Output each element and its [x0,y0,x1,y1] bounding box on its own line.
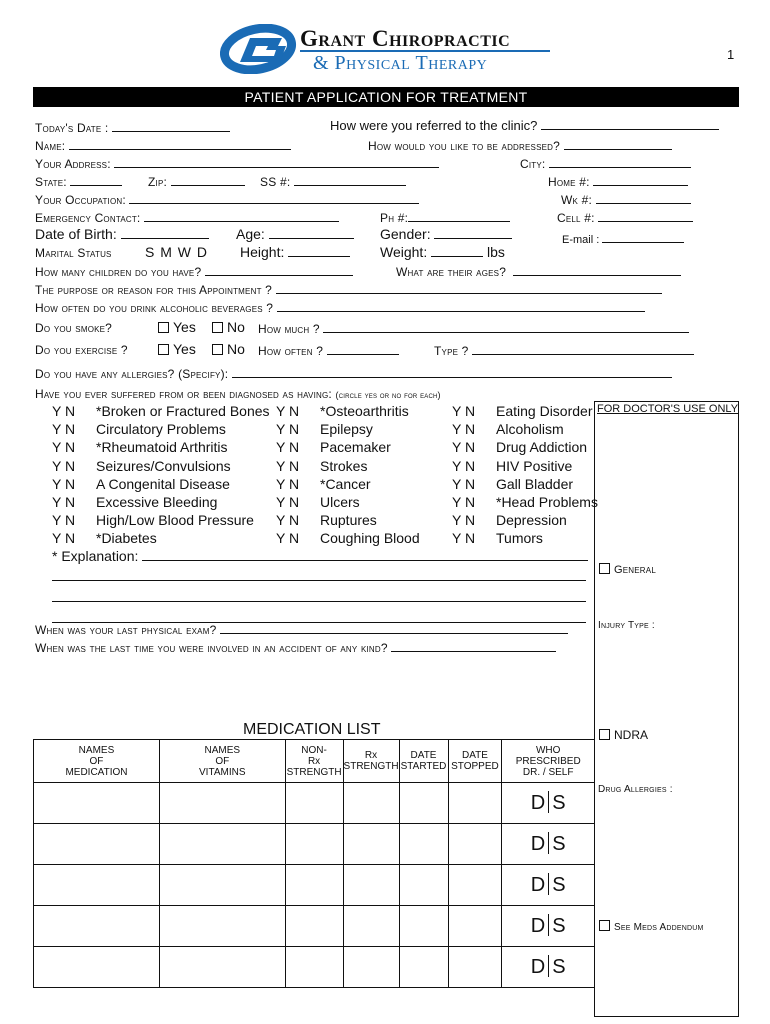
alcohol-field[interactable] [277,300,645,312]
self-option[interactable]: S [552,833,566,855]
ph-field[interactable] [408,210,510,222]
condition-label: Depression [496,512,567,529]
cell-field[interactable] [598,210,693,222]
children-row [35,264,353,279]
address-field[interactable] [114,156,439,168]
marital-row [35,246,112,260]
self-option[interactable]: S [552,874,566,896]
gender-field[interactable] [434,227,512,239]
condition-item [452,512,567,528]
occupation-field[interactable] [129,192,419,204]
medication-cell[interactable] [448,824,502,865]
explanation-line-2[interactable] [52,570,586,581]
doctor-box-title: FOR DOCTOR'S USE ONLY [597,403,739,415]
yes-no-choice[interactable]: Y N [452,512,476,529]
last-exam-label: When was your last physical exam? [35,623,217,637]
email-label: E-mail : [562,234,600,246]
explanation-row [52,548,588,564]
condition-item [452,476,573,492]
medication-cell[interactable] [285,865,343,906]
checkbox-icon[interactable] [599,920,610,931]
form-title: PATIENT APPLICATION FOR TREATMENT [33,87,739,107]
referred-row [330,118,719,133]
ss-label: SS #: [260,175,291,189]
last-accident-label: When was the last time you were involved in an accident of any kind? [35,641,388,655]
name-field[interactable] [69,138,291,150]
age-field[interactable] [269,227,354,239]
city-row [520,156,691,171]
self-option[interactable]: S [552,915,566,937]
medication-table [33,739,595,988]
yes-no-choice[interactable]: Y N [52,494,76,510]
condition-label: Ruptures [320,512,377,529]
doctor-general-label: General [614,564,656,576]
yes-no-choice[interactable]: Y N [52,512,76,529]
smoke-yes[interactable] [158,319,196,335]
prescriber-choice[interactable] [502,783,595,824]
condition-item [52,476,230,492]
doctor-see-meds-label: See Meds Addendum [614,922,704,933]
cell-label: Cell #: [557,211,595,225]
medication-cell[interactable] [285,783,343,824]
purpose-field[interactable] [276,282,662,294]
marital-options[interactable]: S M W D [145,244,208,260]
yes-no-choice[interactable]: Y N [276,403,300,419]
condition-label: Epilepsy [320,421,373,438]
yes-no-choice[interactable]: Y N [452,421,476,438]
medication-cell[interactable] [34,906,160,947]
city-field[interactable] [549,156,691,168]
emergency-row [35,210,339,225]
gender-row [380,226,512,242]
condition-label: Alcoholism [496,421,564,438]
type-row [434,343,694,358]
medication-cell[interactable] [285,947,343,988]
condition-item [452,530,543,546]
lbs-label: lbs [487,244,505,260]
condition-label: Seizures/Convulsions [96,457,231,474]
ages-field[interactable] [513,264,681,276]
home-phone-row [548,174,688,189]
purpose-row [35,282,662,297]
how-much-field[interactable] [323,321,689,333]
condition-item [276,403,409,419]
prescriber-choice[interactable] [502,824,595,865]
how-often-field[interactable] [327,343,399,355]
weight-label: Weight: [380,244,428,260]
medication-cell[interactable] [34,865,160,906]
name-label: Name: [35,139,66,153]
medication-column-header: NAMES OF VITAMINS [159,740,285,783]
condition-label: Circulatory Problems [96,421,226,438]
condition-item [52,530,157,546]
medication-column-header: NON- Rx STRENGTH [285,740,343,783]
medication-cell[interactable] [399,824,448,865]
clinic-logo-icon [220,24,298,74]
yes-no-choice[interactable]: Y N [452,530,476,547]
exercise-no-label: No [227,341,245,357]
medication-column-header: DATE STOPPED [448,740,502,783]
medication-column-header: Rx STRENGTH [343,740,399,783]
prescriber-choice[interactable] [502,865,595,906]
medication-row [34,824,595,865]
doctor-option[interactable]: D [530,956,546,978]
yes-no-choice[interactable]: Y N [276,439,300,456]
prescriber-choice[interactable] [502,947,595,988]
medication-cell[interactable] [343,906,399,947]
smoke-label: Do you smoke? [35,321,113,335]
conditions-heading-text: Have you ever suffered from or been diagnosed as having: [35,387,332,401]
page-number: 1 [727,47,735,62]
medication-cell[interactable] [448,783,502,824]
yes-no-choice[interactable]: Y N [452,403,476,419]
conditions-heading-note: (circle yes or no for each) [335,390,441,400]
exercise-yes-label: Yes [173,341,196,357]
condition-item [52,403,270,419]
height-row [240,244,350,260]
condition-label: *Cancer [320,475,371,492]
height-field[interactable] [288,245,350,257]
medication-cell[interactable] [343,783,399,824]
allergies-field[interactable] [232,366,672,378]
medication-cell[interactable] [159,783,285,824]
referred-label: How were you referred to the clinic? [330,118,538,133]
condition-label: Strokes [320,457,368,474]
medication-column-header: NAMES OF MEDICATION [34,740,160,783]
ages-row [396,264,681,279]
ss-row [260,174,406,189]
work-phone-label: Wk #: [561,193,593,207]
condition-label: Gall Bladder [496,475,574,492]
condition-item [52,458,231,474]
medication-row [34,865,595,906]
option-divider [548,955,549,977]
children-label: How many children do you have? [35,265,202,279]
condition-item [52,439,228,455]
medication-cell[interactable] [343,824,399,865]
checkbox-icon[interactable] [158,344,169,355]
children-field[interactable] [205,264,353,276]
yes-no-choice[interactable]: Y N [52,421,76,438]
state-row [35,174,122,189]
condition-label: Pacemaker [320,439,391,456]
emergency-field[interactable] [144,210,339,222]
condition-item [452,421,564,437]
medication-row [34,947,595,988]
medication-column-header: DATE STARTED [399,740,448,783]
condition-item [276,439,391,455]
medication-cell[interactable] [159,865,285,906]
type-field[interactable] [472,343,694,355]
doctor-drug-allergies: Drug Allergies : [598,784,673,795]
condition-item [276,530,420,546]
doctor-option[interactable]: D [530,874,546,896]
occupation-row [35,192,419,207]
dob-label: Date of Birth: [35,226,117,242]
purpose-label: The purpose or reason for this Appointment ? [35,283,273,297]
option-divider [548,791,549,813]
condition-item [276,494,360,510]
yes-no-choice[interactable]: Y N [452,475,476,492]
zip-row [148,174,245,189]
gender-label: Gender: [380,226,431,242]
addressed-label: How would you like to be addressed? [368,139,560,153]
condition-label: High/Low Blood Pressure [96,512,254,529]
city-label: City: [520,157,546,171]
marital-label: Marital Status [35,246,112,260]
work-phone-row [561,192,691,207]
how-much-label: How much ? [258,322,320,336]
yes-no-choice[interactable]: Y N [52,530,76,547]
smoke-no[interactable] [212,319,245,335]
medication-cell[interactable] [34,783,160,824]
doctor-option[interactable]: D [530,915,546,937]
clinic-subtitle: & Physical Therapy [313,52,488,74]
height-label: Height: [240,244,285,260]
doctor-injury-type: Injury Type : [598,620,655,631]
medication-header-row [34,740,595,783]
conditions-heading [35,387,441,401]
exercise-yes[interactable] [158,341,196,357]
state-label: State: [35,175,67,189]
last-exam-row [35,622,568,637]
medication-cell[interactable] [399,947,448,988]
home-phone-field[interactable] [593,174,688,186]
ss-field[interactable] [294,174,406,186]
condition-label: Excessive Bleeding [96,494,218,510]
medication-cell[interactable] [399,906,448,947]
option-divider [548,873,549,895]
how-much-row [258,321,689,336]
doctor-general[interactable] [599,563,656,576]
email-row [562,231,684,246]
medication-cell[interactable] [448,947,502,988]
yes-no-choice[interactable]: Y N [276,530,300,547]
alcohol-label: How often do you drink alcoholic beverages ? [35,301,274,315]
condition-label: *Head Problems [496,494,598,510]
age-label: Age: [236,226,265,242]
condition-item [52,512,254,528]
weight-field[interactable] [431,245,483,257]
medication-cell[interactable] [159,906,285,947]
condition-item [52,421,226,437]
yes-no-choice[interactable]: Y N [52,475,76,492]
medication-body [34,783,595,988]
zip-label: Zip: [148,175,168,189]
work-phone-field[interactable] [596,192,691,204]
condition-label: *Rheumatoid Arthritis [96,439,228,456]
type-label: Type ? [434,344,469,358]
smoke-yes-label: Yes [173,319,196,335]
condition-item [452,494,598,510]
clinic-name: Grant Chiropractic [300,26,511,51]
medication-column-header: WHO PRESCRIBED DR. / SELF [502,740,595,783]
medication-cell[interactable] [343,947,399,988]
last-exam-field[interactable] [220,622,568,634]
occupation-label: Your Occupation: [35,193,126,207]
home-phone-label: Home #: [548,175,590,189]
dob-row [35,226,209,242]
medication-cell[interactable] [448,865,502,906]
checkbox-icon[interactable] [599,563,610,574]
emergency-label: Emergency Contact: [35,211,141,225]
medication-cell[interactable] [399,783,448,824]
weight-row [380,244,505,260]
address-label: Your Address: [35,157,111,171]
checkbox-icon[interactable] [212,344,223,355]
address-row [35,156,439,171]
yes-no-choice[interactable]: Y N [276,494,300,510]
option-divider [548,914,549,936]
option-divider [548,832,549,854]
medication-row [34,783,595,824]
medication-cell[interactable] [34,947,160,988]
medication-list-title: MEDICATION LIST [243,721,381,738]
prescriber-choice[interactable] [502,906,595,947]
zip-field[interactable] [171,174,245,186]
explanation-field[interactable] [142,549,588,561]
condition-item [452,439,587,455]
condition-item [276,476,371,492]
condition-item [276,512,377,528]
explanation-line-3[interactable] [52,591,586,602]
allergies-label: Do you have any allergies? (Specify): [35,367,229,381]
yes-no-choice[interactable]: Y N [52,439,76,456]
referred-field[interactable] [541,118,719,130]
condition-item [276,458,367,474]
condition-item [452,458,572,474]
condition-item [452,403,593,419]
age-row [236,226,354,242]
exercise-label: Do you exercise ? [35,343,128,357]
yes-no-choice[interactable]: Y N [276,475,300,492]
todays-date-row [35,120,230,135]
yes-no-choice[interactable]: Y N [52,403,76,419]
doctor-see-meds[interactable] [599,920,704,933]
ph-row [380,210,510,225]
condition-label: A Congenital Disease [96,475,230,492]
medication-cell[interactable] [285,824,343,865]
condition-label: *Diabetes [96,530,157,547]
condition-label: *Osteoarthritis [320,403,409,419]
self-option[interactable]: S [552,956,566,978]
medication-cell[interactable] [399,865,448,906]
yes-no-choice[interactable]: Y N [452,494,476,510]
medication-row [34,906,595,947]
yes-no-choice[interactable]: Y N [52,457,76,474]
condition-item [276,421,373,437]
ages-label: What are their ages? [396,265,507,279]
doctor-ndra[interactable] [599,728,648,742]
state-field[interactable] [70,174,122,186]
todays-date-field[interactable] [112,120,230,132]
yes-no-choice[interactable]: Y N [276,512,300,529]
medication-cell[interactable] [343,865,399,906]
medication-cell[interactable] [448,906,502,947]
how-often-label: How often ? [258,344,324,358]
medication-cell[interactable] [285,906,343,947]
how-often-row [258,343,399,358]
addressed-field[interactable] [564,138,672,150]
last-accident-field[interactable] [391,640,556,652]
email-field[interactable] [602,231,684,243]
checkbox-icon[interactable] [158,322,169,333]
condition-label: Ulcers [320,494,360,510]
ph-label: Ph #: [380,211,409,225]
yes-no-choice[interactable]: Y N [276,421,300,438]
dob-field[interactable] [121,227,209,239]
exercise-no[interactable] [212,341,245,357]
medication-cell[interactable] [34,824,160,865]
name-row [35,138,291,153]
checkbox-icon[interactable] [212,322,223,333]
yes-no-choice[interactable]: Y N [452,439,476,456]
condition-label: Tumors [496,530,543,547]
todays-date-label: Today's Date : [35,121,109,135]
condition-label: Drug Addiction [496,439,588,456]
condition-label: Eating Disorder [496,403,593,419]
condition-label: *Broken or Fractured Bones [96,403,270,419]
checkbox-icon[interactable] [599,729,610,740]
self-option[interactable]: S [552,792,566,814]
alcohol-row [35,300,645,315]
doctor-ndra-label: NDRA [614,728,649,742]
cell-row [557,210,693,225]
allergies-row [35,366,672,381]
explanation-label: * Explanation: [52,548,139,564]
doctor-option[interactable]: D [530,833,546,855]
condition-label: Coughing Blood [320,530,420,547]
medication-cell[interactable] [159,824,285,865]
condition-label: HIV Positive [496,457,573,474]
yes-no-choice[interactable]: Y N [452,457,476,474]
doctor-option[interactable]: D [530,792,546,814]
last-accident-row [35,640,556,655]
yes-no-choice[interactable]: Y N [276,457,300,474]
addressed-row [368,138,672,153]
medication-cell[interactable] [159,947,285,988]
condition-item [52,494,217,510]
smoke-no-label: No [227,319,245,335]
